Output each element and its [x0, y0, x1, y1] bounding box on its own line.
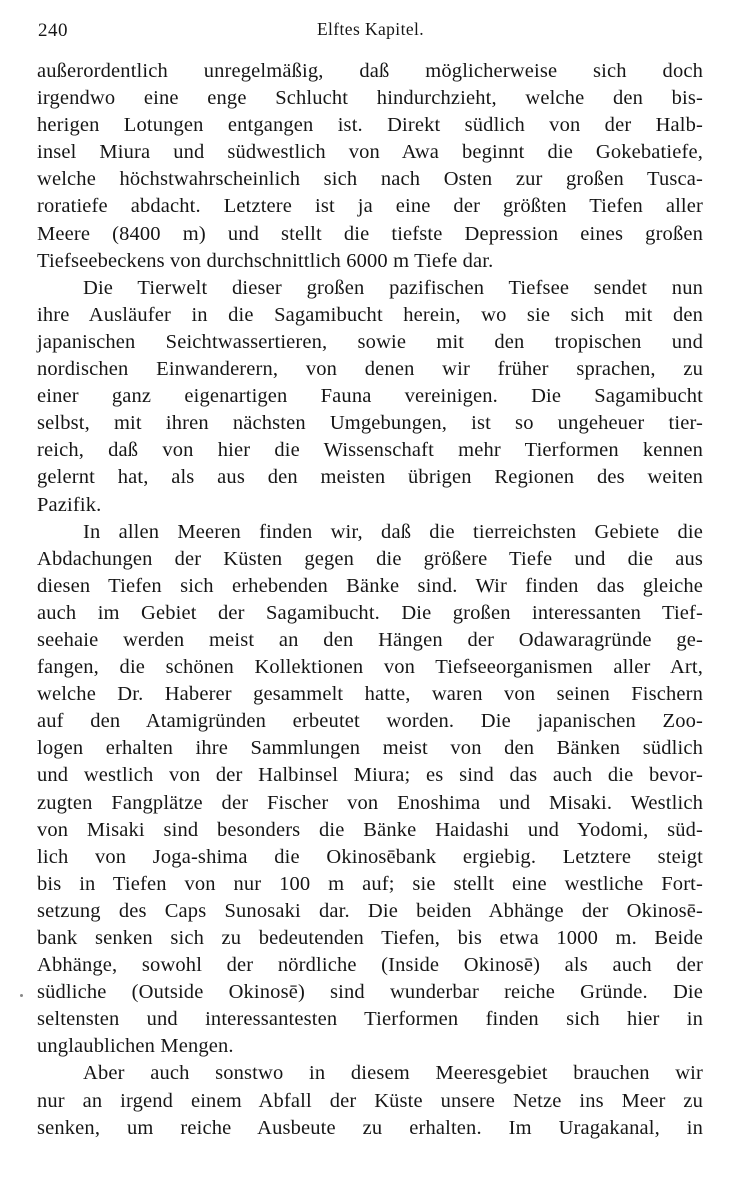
page-number: 240 — [38, 20, 68, 41]
page-header — [38, 18, 703, 44]
text-line: irgendwo eine enge Schlucht hindurchzieht, welche den bis- — [37, 87, 703, 110]
text-line: roratiefe abdacht. Letztere ist ja eine der größten Tiefen aller — [37, 195, 703, 218]
text-line: ihre Ausläufer in die Sagamibucht herein, wo sie sich mit den — [37, 303, 703, 326]
text-line: Abhänge, sowohl der nördliche (Inside Okinosē) als auch der — [37, 954, 703, 977]
text-line: senken, um reiche Ausbeute zu erhalten. Im Uragakanal, in — [37, 1116, 703, 1139]
text-line: bis in Tiefen von nur 100 m auf; sie stellt eine westliche Fort- — [37, 872, 703, 895]
text-line: auch im Gebiet der Sagamibucht. Die großen interessanten Tief- — [37, 601, 703, 624]
text-line: fangen, die schönen Kollektionen von Tiefseeorganismen aller Art, — [37, 656, 703, 679]
text-line: Pazifik. — [37, 493, 102, 516]
text-line: auf den Atamigründen erbeutet worden. Die japanischen Zoo- — [37, 710, 703, 733]
text-line: bank senken sich zu bedeutenden Tiefen, bis etwa 1000 m. Beide — [37, 927, 703, 949]
text-line: diesen Tiefen sich erhebenden Bänke sind. Wir finden das gleiche — [37, 574, 703, 597]
text-line: setzung des Caps Sunosaki dar. Die beiden Abhänge der Okinosē- — [37, 899, 703, 922]
text-line: logen erhalten ihre Sammlungen meist von den Bänken südlich — [37, 737, 703, 760]
text-line: und westlich von der Halbinsel Miura; es sind das auch die bevor- — [37, 764, 703, 787]
text-line: herigen Lotungen entgangen ist. Direkt südlich von der Halb- — [37, 114, 703, 137]
paragraph — [37, 1060, 703, 1141]
text-line: seehaie werden meist an den Hängen der Odawaragründe ge- — [37, 628, 703, 651]
text-line: welche Dr. Haberer gesammelt hatte, waren von seinen Fischern — [37, 683, 703, 706]
text-line: lich von Joga-shima die Okinosēbank ergiebig. Letztere steigt — [37, 845, 703, 868]
text-line: zugten Fangplätze der Fischer von Enoshima und Misaki. Westlich — [37, 791, 703, 814]
text-line: reich, daß von hier die Wissenschaft mehr Tierformen kennen — [37, 439, 703, 462]
text-line: japanischen Seichtwassertieren, sowie mit den tropischen und — [37, 330, 703, 353]
text-line: unglaublichen Mengen. — [37, 1035, 234, 1058]
body-text — [37, 58, 703, 1142]
text-line: gelernt hat, als aus den meisten übrigen Regionen des weiten — [37, 466, 703, 489]
text-line: welche höchstwahrscheinlich sich nach Osten zur großen Tusca- — [37, 168, 703, 191]
text-line: außerordentlich unregelmäßig, daß möglicherweise sich doch — [37, 60, 703, 82]
text-line: In allen Meeren finden wir, daß die tierreichsten Gebiete die — [83, 520, 703, 543]
text-line: Die Tierwelt dieser großen pazifischen Tiefsee sendet nun — [83, 276, 703, 299]
paragraph — [37, 275, 703, 519]
paragraph — [37, 58, 703, 275]
text-line: von Misaki sind besonders die Bänke Haidashi und Yodomi, süd- — [37, 818, 703, 841]
running-head: Elftes Kapitel. — [316, 19, 425, 39]
margin-speck — [20, 994, 23, 997]
text-line: nur an irgend einem Abfall der Küste unsere Netze ins Meer zu — [37, 1089, 703, 1112]
text-line: südliche (Outside Okinosē) sind wunderbar reiche Gründe. Die — [37, 981, 703, 1004]
text-line: Aber auch sonstwo in diesem Meeresgebiet brauchen wir — [83, 1062, 703, 1085]
text-line: nordischen Einwanderern, von denen wir früher sprachen, zu — [37, 358, 703, 381]
text-line: selbst, mit ihren nächsten Umgebungen, ist so ungeheuer tier- — [37, 412, 703, 435]
text-line: Meere (8400 m) und stellt die tiefste Depression eines großen — [37, 222, 703, 245]
paragraph — [37, 519, 703, 1061]
text-line: insel Miura und südwestlich von Awa beginnt die Gokebatiefe, — [37, 141, 703, 164]
text-line: einer ganz eigenartigen Fauna vereinigen. Die Sagamibucht — [37, 385, 703, 408]
text-line: Tiefseebeckens von durchschnittlich 6000 m Tiefe dar. — [37, 249, 494, 272]
text-line: Abdachungen der Küsten gegen die größere Tiefe und die aus — [37, 547, 703, 570]
text-line: seltensten und interessantesten Tierformen finden sich hier in — [37, 1008, 703, 1031]
